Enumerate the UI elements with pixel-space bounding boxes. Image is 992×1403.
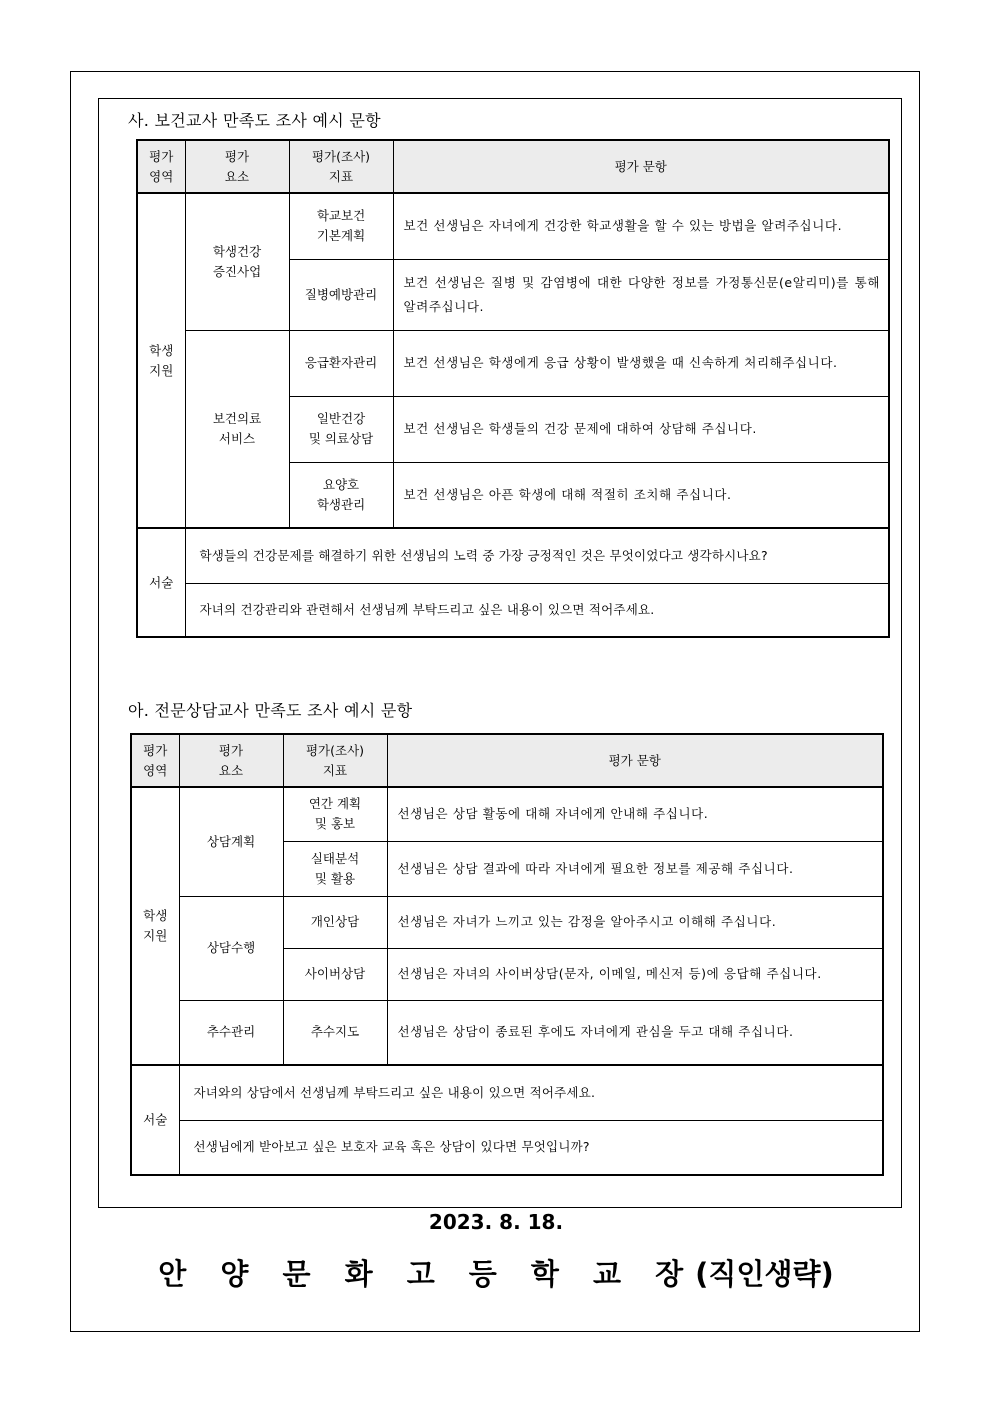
element-line2: 서비스	[218, 430, 256, 446]
question-cell: 보건 선생님은 자녀에게 건강한 학교생활을 할 수 있는 방법을 알려주십니다.	[393, 193, 889, 259]
indicator-cell: 개인상담	[283, 896, 387, 948]
table-row	[131, 896, 883, 948]
header-area-line2: 영역	[149, 168, 174, 184]
header-area-line2: 영역	[143, 762, 168, 778]
descriptive-label: 서술	[137, 528, 185, 637]
table-header-row	[131, 734, 883, 787]
element-line2: 증진사업	[212, 263, 262, 279]
header-area-line1: 평가	[143, 742, 168, 758]
area-cell	[137, 193, 185, 528]
indicator-cell: 추수지도	[283, 1000, 387, 1065]
header-area	[131, 734, 179, 787]
element-cell: 상담계획	[179, 787, 283, 896]
descriptive-question: 학생들의 건강문제를 해결하기 위한 선생님의 노력 중 가장 긍정적인 것은 무엇이었다고 생각하시나요?	[185, 528, 889, 583]
question-cell: 선생님은 자녀의 사이버상담(문자, 이메일, 메신저 등)에 응답해 주십니다.	[387, 948, 883, 1000]
question-cell: 보건 선생님은 질병 및 감염병에 대한 다양한 정보를 가정통신문(e알리미)를 통해 알려주십니다.	[393, 259, 889, 330]
header-element-line2: 요소	[218, 762, 244, 778]
element-line1: 보건의료	[212, 410, 262, 426]
element-line1: 학생건강	[212, 243, 262, 259]
indicator-line1: 일반건강	[316, 411, 366, 426]
indicator-cell: 질병예방관리	[289, 259, 393, 330]
header-area	[137, 140, 185, 193]
header-area-line1: 평가	[149, 148, 174, 164]
descriptive-question: 선생님에게 받아보고 싶은 보호자 교육 혹은 상담이 있다면 무엇입니까?	[179, 1120, 883, 1175]
descriptive-row	[131, 1120, 883, 1175]
indicator-line2: 학생관리	[316, 496, 366, 512]
section-a-title: 아. 전문상담교사 만족도 조사 예시 문항	[128, 701, 413, 720]
question-cell: 선생님은 상담 활동에 대해 자녀에게 안내해 주십니다.	[387, 787, 883, 841]
indicator-line1: 실태분석	[310, 850, 360, 866]
signer	[0, 1252, 992, 1293]
indicator-line2: 기본계획	[316, 228, 366, 244]
indicator-line1: 학교보건	[316, 208, 366, 224]
indicator-cell	[289, 193, 393, 259]
table-row	[131, 1000, 883, 1065]
area-line2: 지원	[143, 928, 168, 943]
health-teacher-survey-table	[136, 139, 890, 638]
header-element-line1: 평가	[218, 742, 244, 758]
question-cell: 보건 선생님은 아픈 학생에 대해 적절히 조치해 주십니다.	[393, 462, 889, 528]
area-line2: 지원	[149, 362, 174, 378]
issue-date: 2023. 8. 18.	[428, 1210, 564, 1234]
descriptive-row	[137, 528, 889, 583]
indicator-cell	[283, 841, 387, 896]
header-element-line2: 요소	[224, 168, 250, 184]
counselor-survey-table	[130, 733, 884, 1176]
header-question: 평가 문항	[387, 734, 883, 787]
element-cell	[185, 330, 289, 528]
indicator-line1: 연간 계획	[308, 796, 362, 812]
header-indicator	[289, 140, 393, 193]
indicator-cell: 사이버상담	[283, 948, 387, 1000]
element-cell: 추수관리	[179, 1000, 283, 1065]
element-cell: 상담수행	[179, 896, 283, 1000]
header-indicator	[283, 734, 387, 787]
area-cell	[131, 787, 179, 1065]
header-question: 평가 문항	[393, 140, 889, 193]
descriptive-label: 서술	[131, 1065, 179, 1175]
descriptive-question: 자녀와의 상담에서 선생님께 부탁드리고 싶은 내용이 있으면 적어주세요.	[179, 1065, 883, 1120]
header-indicator-line2: 지표	[322, 762, 348, 778]
header-element	[179, 734, 283, 787]
question-cell: 보건 선생님은 학생들의 건강 문제에 대하여 상담해 주십니다.	[393, 396, 889, 462]
signer-name: 안 양 문 화 고 등 학 교 장	[158, 1257, 696, 1291]
indicator-line2: 및 의료상담	[308, 431, 374, 446]
header-element-line1: 평가	[224, 148, 250, 164]
table-row	[131, 787, 883, 841]
indicator-cell	[289, 462, 393, 528]
area-line1: 학생	[149, 342, 174, 358]
question-cell: 보건 선생님은 학생에게 응급 상황이 발생했을 때 신속하게 처리해주십니다.	[393, 330, 889, 396]
descriptive-question: 자녀의 건강관리와 관련해서 선생님께 부탁드리고 싶은 내용이 있으면 적어주세요.	[185, 583, 889, 637]
header-indicator-line2: 지표	[328, 168, 354, 184]
question-cell: 선생님은 상담이 종료된 후에도 자녀에게 관심을 두고 대해 주십니다.	[387, 1000, 883, 1065]
signer-note: (직인생략)	[695, 1257, 834, 1291]
header-indicator-line1: 평가(조사)	[305, 742, 365, 758]
table-row	[137, 193, 889, 259]
question-cell: 선생님은 자녀가 느끼고 있는 감정을 알아주시고 이해해 주십니다.	[387, 896, 883, 948]
indicator-line1: 요양호	[322, 476, 360, 492]
header-element	[185, 140, 289, 193]
element-cell	[185, 193, 289, 330]
indicator-cell: 응급환자관리	[289, 330, 393, 396]
table-header-row	[137, 140, 889, 193]
indicator-line2: 및 활용	[314, 870, 356, 886]
table-row	[137, 330, 889, 396]
area-line1: 학생	[143, 908, 168, 923]
descriptive-row	[131, 1065, 883, 1120]
indicator-cell	[289, 396, 393, 462]
indicator-cell	[283, 787, 387, 841]
indicator-line2: 및 홍보	[314, 816, 356, 832]
descriptive-row	[137, 583, 889, 637]
section-sa-title: 사. 보건교사 만족도 조사 예시 문항	[128, 111, 381, 130]
question-cell: 선생님은 상담 결과에 따라 자녀에게 필요한 정보를 제공해 주십니다.	[387, 841, 883, 896]
header-indicator-line1: 평가(조사)	[311, 148, 371, 164]
